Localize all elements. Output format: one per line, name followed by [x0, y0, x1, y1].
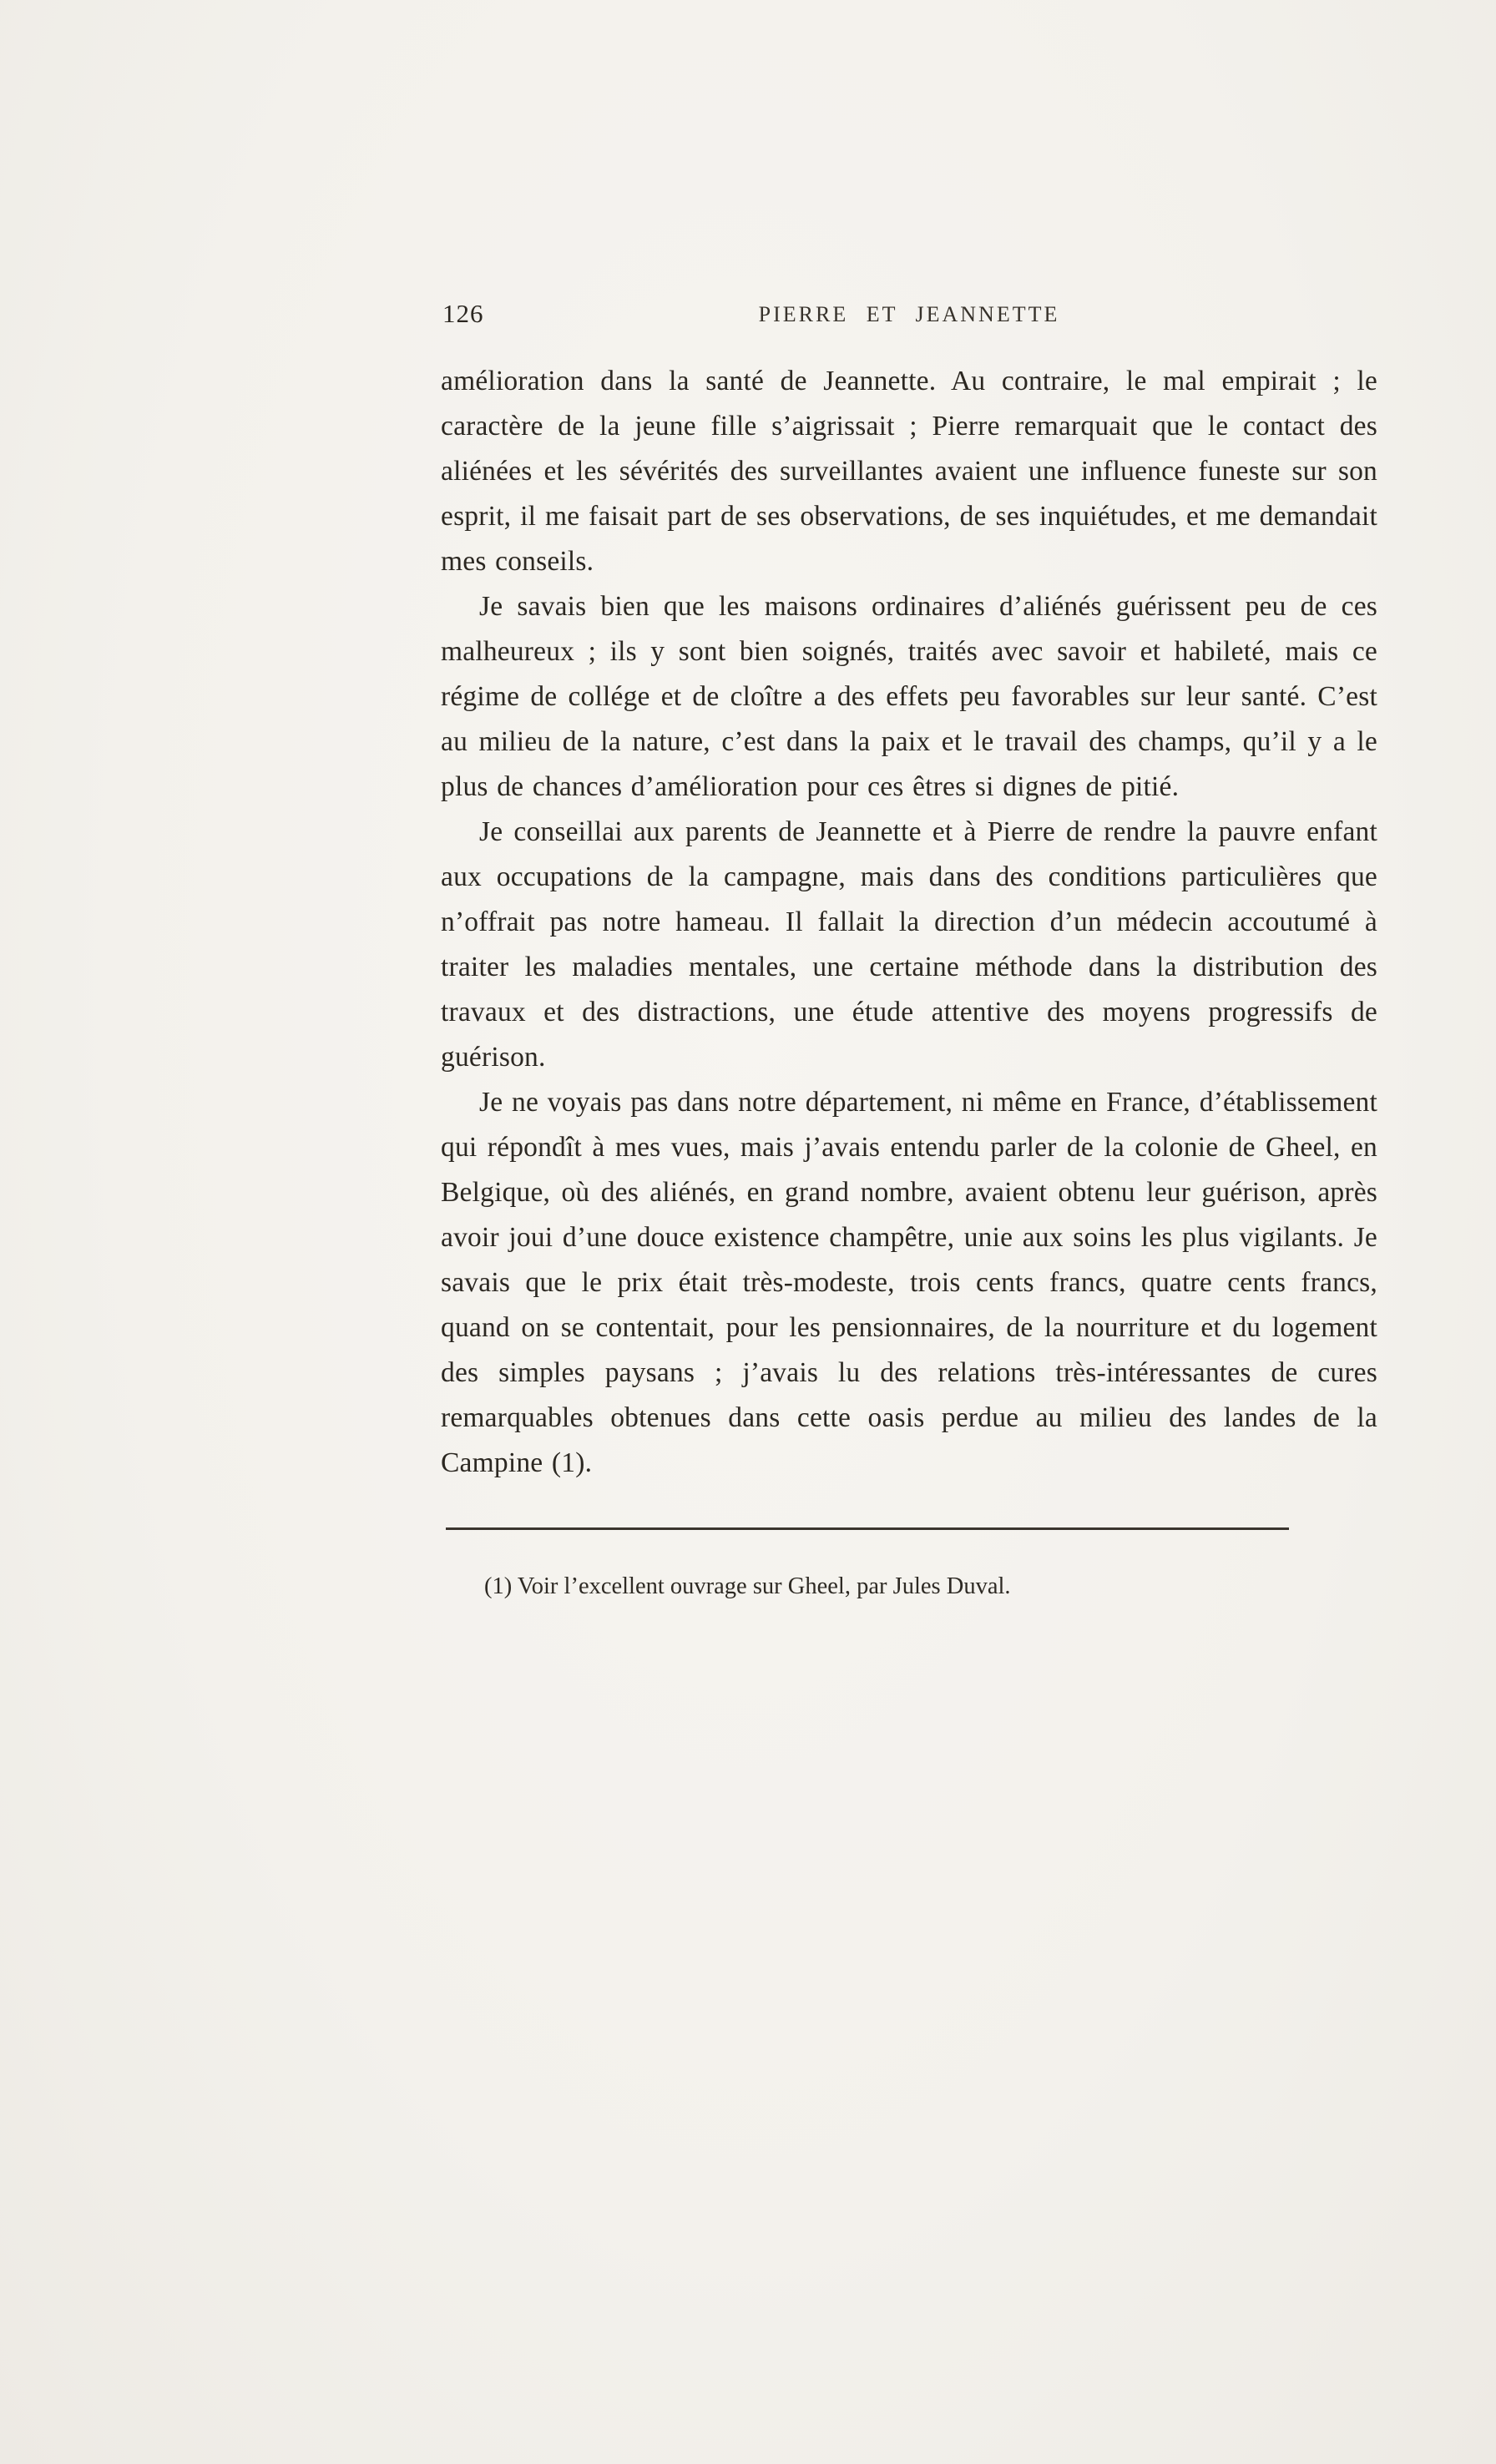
footnote: (1) Voir l’excellent ouvrage sur Gheel, par Jules Duval.: [484, 1573, 1011, 1599]
paragraph: Je conseillai aux parents de Jeannette et à Pierre de rendre la pauvre enfant aux occupations de la campagne, mais dans des conditions particulières que n’offrait pas notre hameau. Il fallait la direction d’un médecin accoutumé à traiter les maladies mentales, une certaine méthode dans la distribution des travaux et des distractions, une étude attentive des moyens progressifs de guérison.: [441, 816, 1377, 1073]
paragraph: Je ne voyais pas dans notre département, ni même en France, d’établissement qui répondît à mes vues, mais j’avais entendu parler de la colonie de Gheel, en Belgique, où des aliénés, en grand nombre, avaient obtenu leur guérison, après avoir joui d’une douce existence champêtre, unie aux soins les plus vigilants. Je savais que le prix était très-modeste, trois cents francs, quatre cents francs, quand on se contentait, pour les pensionnaires, de la nourriture et du logement des simples paysans ; j’avais lu des relations très-intéressantes de cures remarquables obtenues dans cette oasis perdue au milieu des landes de la Campine (1).: [441, 1087, 1377, 1478]
running-head: [441, 299, 1377, 347]
page-number: 126: [442, 299, 484, 328]
paragraph: Je savais bien que les maisons ordinaires d’aliénés guérissent peu de ces malheureux ; ils y sont bien soignés, traités avec savoir et habileté, mais ce régime de collége et de cloître a des effets peu favorables sur leur santé. C’est au milieu de la nature, c’est dans la paix et le travail des champs, qu’il y a le plus de chances d’amélioration pour ces êtres si dignes de pitié.: [441, 591, 1377, 802]
footnote-rule: [446, 1527, 1289, 1530]
paragraph: amélioration dans la santé de Jeannette. Au contraire, le mal empirait ; le caractère de la jeune fille s’aigrissait ; Pierre remarquait que le contact des aliénées et les sévérités des surveillantes avaient une influence funeste sur son esprit, il me faisait part de ses observations, de ses inquiétudes, et me demandait mes conseils.: [441, 366, 1377, 577]
text-block: [441, 299, 1377, 1603]
body-text: [441, 359, 1377, 1486]
running-title: PIERRE ET JEANNETTE: [758, 302, 1060, 326]
